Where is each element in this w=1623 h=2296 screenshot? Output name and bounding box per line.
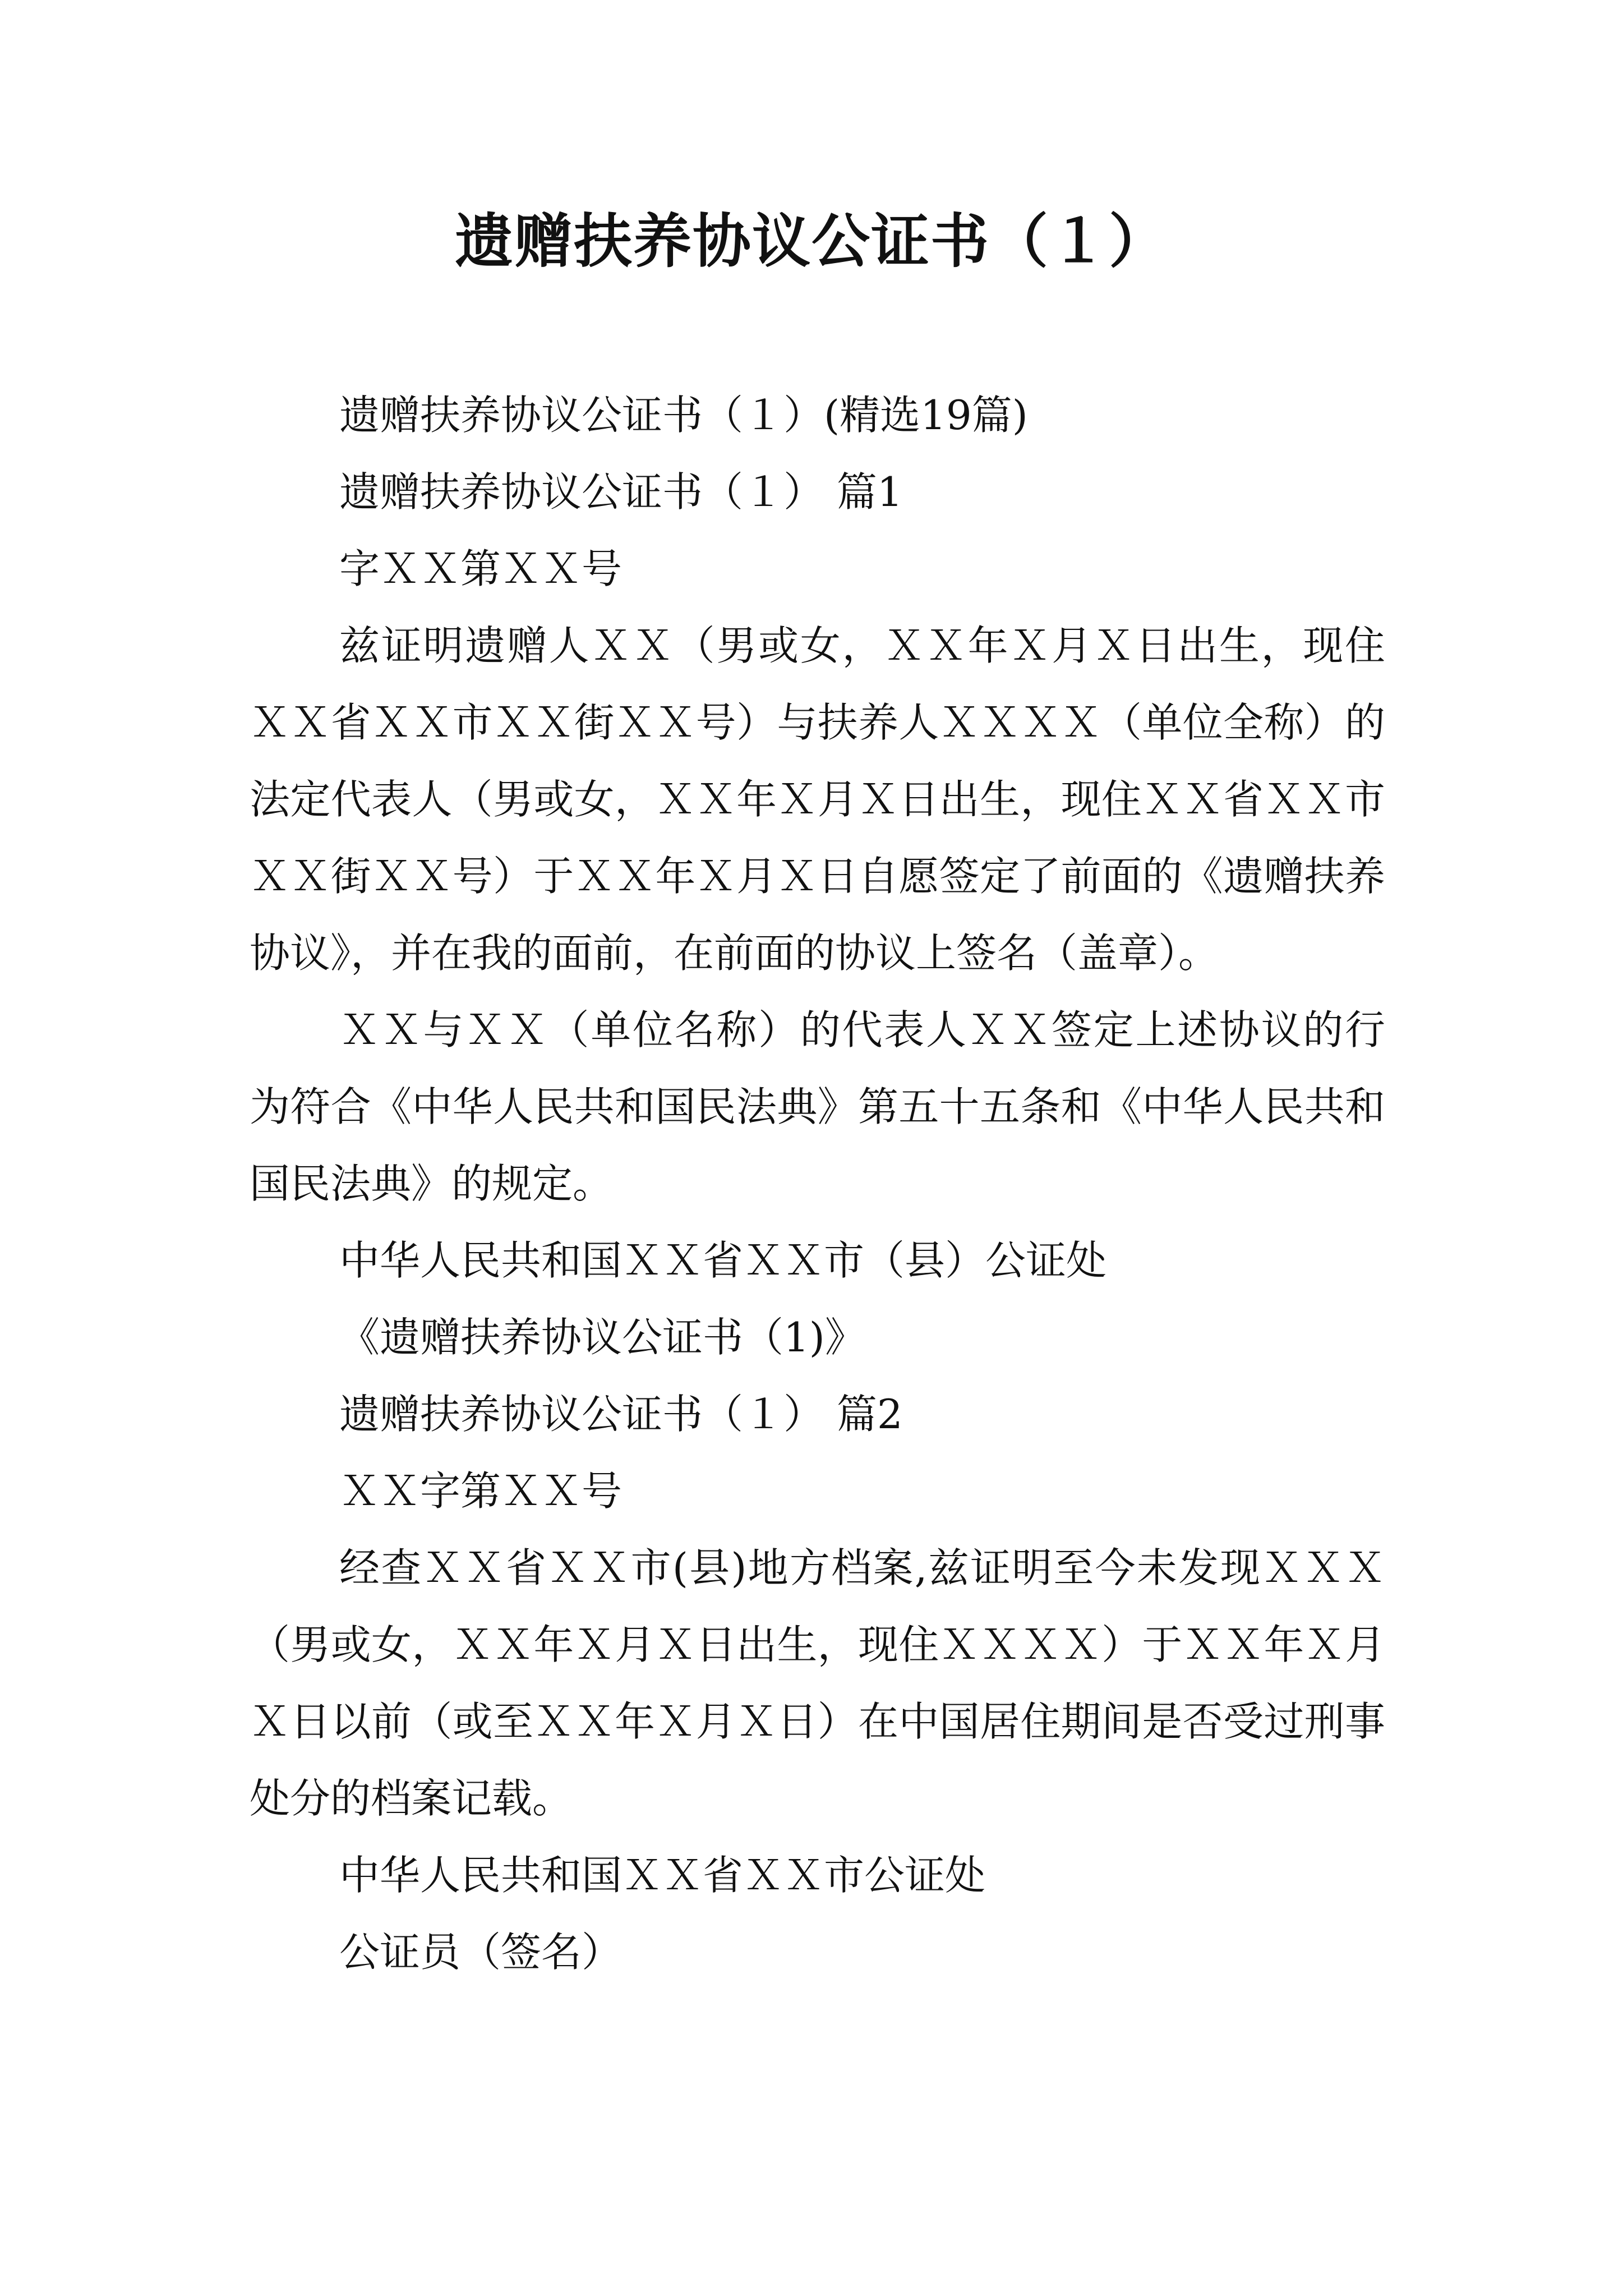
paragraph-legal-basis: ＸＸ与ＸＸ（单位名称）的代表人ＸＸ签定上述协议的行为符合《中华人民共和国民法典》第五十五条和《中华人民共和国民法典》的规定。 xyxy=(250,1006,1385,1207)
paragraph-notary-signature: 公证员（签名） xyxy=(339,1929,623,1976)
paragraph-doc-reference: 《遗赠扶养协议公证书（1)》 xyxy=(339,1314,865,1361)
document-body xyxy=(250,377,1385,1991)
document-title: 遗赠扶养协议公证书（１） xyxy=(454,206,1168,275)
paragraph-subtitle: 遗赠扶养协议公证书（１）(精选19篇) xyxy=(339,392,1028,439)
paragraph-certification-1: 兹证明遗赠人ＸＸ（男或女，ＸＸ年Ｘ月Ｘ日出生，现住ＸＸ省ＸＸ市ＸＸ街ＸＸ号）与扶养人ＸＸＸＸ（单位全称）的法定代表人（男或女，ＸＸ年Ｘ月Ｘ日出生，现住ＸＸ省ＸＸ市ＸＸ街ＸＸ号）于ＸＸ年Ｘ月Ｘ日自愿签定了前面的《遗赠扶养协议》，并在我的面前，在前面的协议上签名（盖章）。 xyxy=(250,622,1385,977)
paragraph-certification-2: 经查ＸＸ省ＸＸ市(县)地方档案,兹证明至今未发现ＸＸＸ（男或女，ＸＸ年Ｘ月Ｘ日出生，现住ＸＸＸＸ）于ＸＸ年Ｘ月Ｘ日以前（或至ＸＸ年Ｘ月Ｘ日）在中国居住期间是否受过刑事处分的档案记载。 xyxy=(250,1544,1385,1822)
paragraph-notary-office-1: 中华人民共和国ＸＸ省ＸＸ市（县）公证处 xyxy=(339,1237,1107,1284)
paragraph-notary-office-2: 中华人民共和国ＸＸ省ＸＸ市公证处 xyxy=(339,1852,986,1899)
paragraph-section-1-heading: 遗赠扶养协议公证书（１） 篇1 xyxy=(339,468,903,516)
paragraph-doc-number-1: 字ＸＸ第ＸＸ号 xyxy=(339,545,623,592)
paragraph-section-2-heading: 遗赠扶养协议公证书（１） 篇2 xyxy=(339,1391,903,1438)
paragraph-doc-number-2: ＸＸ字第ＸＸ号 xyxy=(339,1467,623,1515)
